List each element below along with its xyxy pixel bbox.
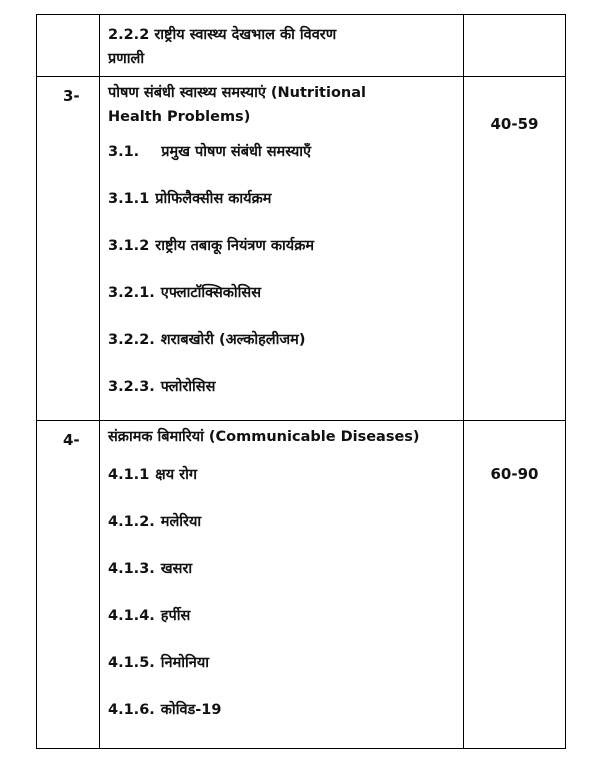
table-row-unit-3	[37, 77, 566, 421]
topic-code: 3.1.	[108, 144, 140, 160]
unit-content	[100, 77, 464, 421]
topic-item	[108, 698, 455, 722]
topic-text: एफ्लाटॉक्सिकोसिस	[160, 285, 262, 301]
topic-item	[108, 557, 455, 581]
topic-item	[108, 234, 455, 258]
unit-heading: Health Problems)	[108, 109, 251, 125]
topic-code: 3.2.1.	[108, 285, 155, 301]
topic-item	[108, 463, 455, 487]
topic-text: हर्पीस	[160, 608, 191, 624]
topic-code: 4.1.1	[108, 467, 150, 483]
topic-text: क्षय रोग	[155, 467, 198, 483]
page-range: 40-59	[464, 77, 566, 421]
unit-number-cell	[37, 15, 100, 77]
topic-item	[108, 140, 455, 164]
topic-text: प्रमुख पोषण संबंधी समस्याएँ	[161, 144, 312, 160]
content-cell	[100, 15, 464, 77]
topic-item	[108, 510, 455, 534]
topic-code: 3.2.3.	[108, 379, 155, 395]
topic-item	[108, 604, 455, 628]
topic-text: फ्लोरोसिस	[160, 379, 216, 395]
unit-heading: संक्रामक बिमारियां (Communicable Diseases)	[108, 429, 420, 445]
topic-text: कोविड-19	[160, 702, 222, 718]
topic-code: 4.1.2.	[108, 514, 155, 530]
topic-code: 4.1.5.	[108, 655, 155, 671]
unit-heading: पोषण संबंधी स्वास्थ्य समस्याएं (Nutritional	[108, 85, 366, 101]
topic-text: प्रोफिलैक्सीस कार्यक्रम	[155, 191, 272, 207]
topic-code: 3.1.1	[108, 191, 150, 207]
topic-code: 4.1.6.	[108, 702, 155, 718]
topic-code: 3.1.2	[108, 238, 150, 254]
topic-code: 3.2.2.	[108, 332, 155, 348]
syllabus-table	[36, 14, 566, 749]
topic-item	[108, 651, 455, 675]
topic-item	[108, 187, 455, 211]
unit-content	[100, 421, 464, 749]
page-range-cell	[464, 15, 566, 77]
topic-text: निमोनिया	[160, 655, 209, 671]
topic-text: शराबखोरी (अल्कोहलीजम)	[160, 332, 306, 348]
page-range: 60-90	[464, 421, 566, 749]
topic-item	[108, 328, 455, 352]
topic-text: खसरा	[160, 561, 193, 577]
topic-text: मलेरिया	[160, 514, 202, 530]
unit-number: 3-	[37, 77, 100, 421]
table-row-unit-4	[37, 421, 566, 749]
content-line: 2.2.2 राष्ट्रीय स्वास्थ्य देखभाल की विवरण	[108, 27, 337, 43]
unit-number: 4-	[37, 421, 100, 749]
topic-text: राष्ट्रीय तबाकू नियंत्रण कार्यक्रम	[155, 238, 315, 254]
table-row-continuation	[37, 15, 566, 77]
topic-code: 4.1.3.	[108, 561, 155, 577]
topic-item	[108, 375, 455, 399]
content-line: प्रणाली	[108, 51, 145, 67]
topic-code: 4.1.4.	[108, 608, 155, 624]
topic-item	[108, 281, 455, 305]
